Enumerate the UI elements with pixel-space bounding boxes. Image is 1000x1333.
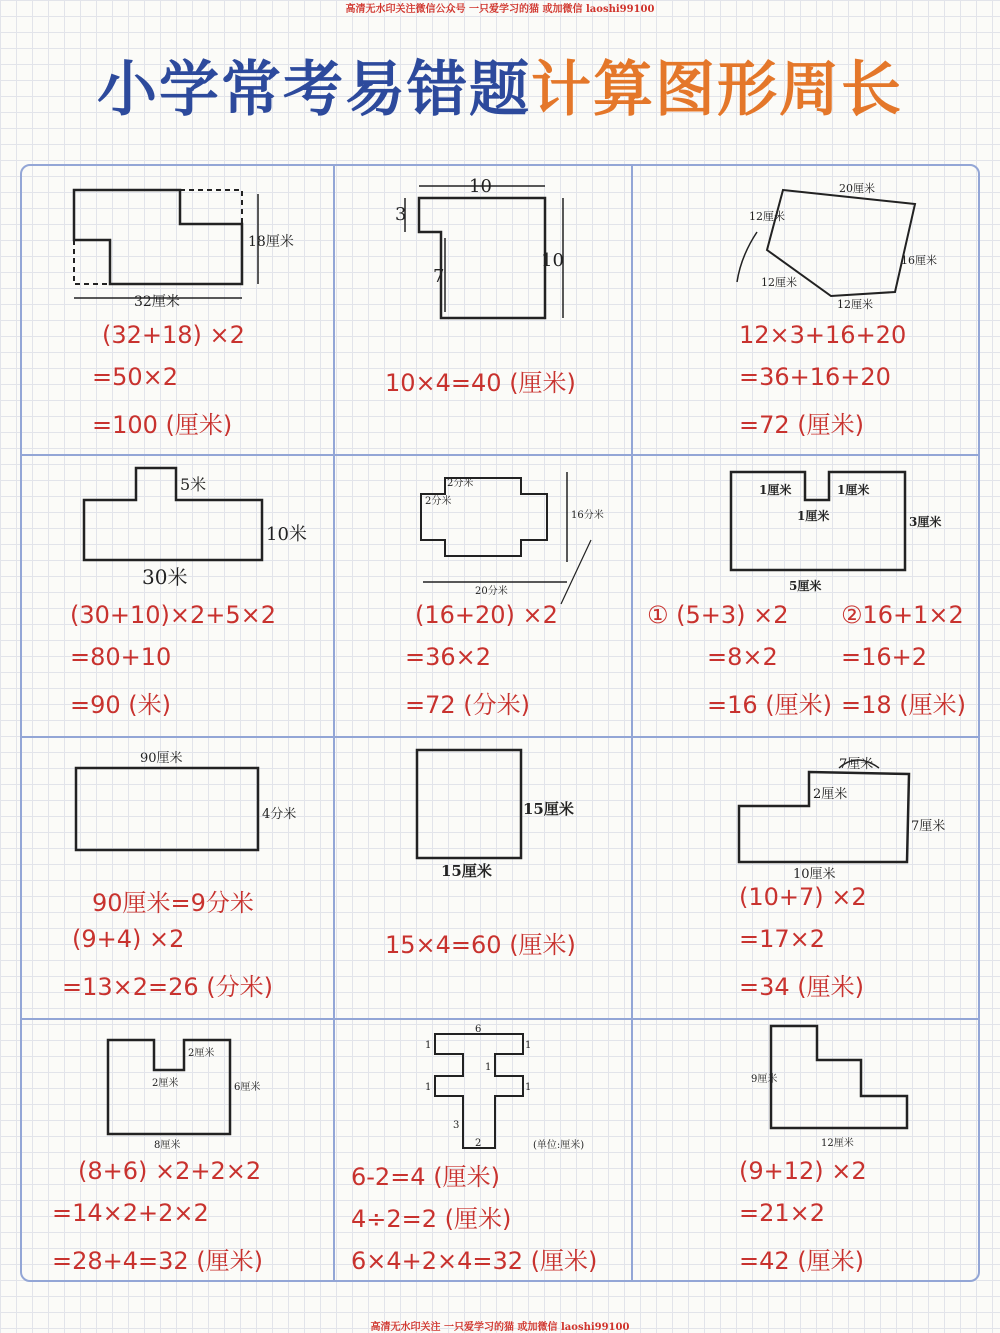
fig11-label-b: 1 [525,1040,532,1051]
fig5-label-a: 2分米 [447,478,474,489]
p9-solution-line-1: (10+7) ×2 [739,883,867,911]
p12-solution-line-2: =21×2 [739,1199,826,1227]
fig6-label-mid: 1厘米 [797,509,830,523]
figure-8 [335,738,631,888]
p11-solution-line-3: 6×4+2×4=32 (厘米) [351,1247,598,1275]
fig11-label-d: 1 [425,1082,432,1093]
fig3-label-right: 16厘米 [901,254,937,267]
p1-solution-line-1: (32+18) ×2 [102,321,245,349]
p7-solution-line-1: 90厘米=9分米 [92,889,254,917]
fig2-label-small: 3 [395,204,407,225]
p2-solution-line-1: 10×4=40 (厘米) [385,369,576,397]
p9-solution-line-3: =34 (厘米) [739,973,865,1001]
p6-solution-b-line-1: ②16+1×2 [841,601,964,629]
problem-5 [335,456,631,736]
p7-solution-line-3: =13×2=26 (分米) [62,973,274,1001]
p10-solution-line-3: =28+4=32 (厘米) [52,1247,264,1275]
fig11-label-g: 2 [475,1138,482,1149]
fig3-label-top: 20厘米 [839,182,875,195]
fig6-label-l: 1厘米 [759,483,792,497]
fig8-label-right: 15厘米 [523,800,574,818]
p10-solution-line-2: =14×2+2×2 [52,1199,209,1227]
fig1-label-side: 18厘米 [248,234,294,250]
fig3-label-lower-left: 12厘米 [761,276,797,289]
fig11-label-c: 1 [485,1062,492,1073]
problem-1 [22,166,333,454]
p5-solution-line-2: =36×2 [405,643,492,671]
title-part-2: 计算图形周长 [531,55,903,125]
watermark-top: 高清无水印关注微信公众号 一只爱学习的猫 或加微信 laoshi99100 [345,4,655,15]
p5-solution-line-3: =72 (分米) [405,691,531,719]
p6-solution-b-line-3: =18 (厘米) [841,691,967,719]
fig6-label-r: 1厘米 [837,483,870,497]
problem-8 [335,738,631,1018]
p3-solution-line-2: =36+16+20 [739,363,891,391]
p11-solution-line-2: 4÷2=2 (厘米) [351,1205,512,1233]
fig12-label-bottom: 12厘米 [821,1138,854,1149]
p4-solution-line-1: (30+10)×2+5×2 [70,601,277,629]
fig1-label-bottom: 32厘米 [134,294,180,310]
fig11-label-e: 1 [525,1082,532,1093]
fig4-label-bump: 5米 [180,475,207,494]
p1-solution-line-3: =100 (厘米) [92,411,233,439]
p10-solution-line-1: (8+6) ×2+2×2 [78,1157,262,1185]
figure-12 [633,1020,980,1160]
watermark-bottom: 高清无水印关注 一只爱学习的猫 或加微信 laoshi99100 [370,1322,630,1333]
p4-solution-line-2: =80+10 [70,643,172,671]
p12-solution-line-3: =42 (厘米) [739,1247,865,1275]
p6-solution-a-line-2: =8×2 [707,643,778,671]
problem-9 [633,738,980,1018]
figure-3 [633,166,980,326]
fig5-label-b: 2分米 [425,496,452,507]
fig12-label-left: 9厘米 [751,1074,778,1085]
fig11-label-f: 3 [453,1120,460,1131]
problem-6 [633,456,980,736]
p3-solution-line-1: 12×3+16+20 [739,321,907,349]
figure-4 [22,456,333,596]
fig10-label-notch-side: 2厘米 [188,1048,215,1059]
fig4-label-right: 10米 [266,524,307,545]
fig11-label-a: 1 [425,1040,432,1051]
problem-11 [335,1020,631,1282]
fig10-label-right: 6厘米 [234,1082,261,1093]
fig7-label-top: 90厘米 [140,751,183,766]
page-title [0,52,1000,128]
fig8-label-bottom: 15厘米 [441,862,492,880]
fig2-label-right: 10 [541,250,564,271]
p6-solution-a-line-1: ① (5+3) ×2 [647,601,789,629]
fig9-label-right: 7厘米 [911,819,946,834]
problem-3 [633,166,980,454]
problem-12 [633,1020,980,1282]
fig2-label-top: 10 [469,176,492,197]
p8-solution-line-1: 15×4=60 (厘米) [385,931,576,959]
fig6-label-bottom: 5厘米 [789,579,822,593]
fig2-label-mid: 7 [433,266,445,287]
figure-6 [633,456,980,606]
fig4-label-bottom: 30米 [142,565,188,589]
figure-10 [22,1020,333,1160]
fig3-label-bottom: 12厘米 [837,298,873,311]
fig7-label-right: 4分米 [262,807,297,822]
figure-11 [335,1020,631,1160]
fig9-label-top: 7厘米 [839,757,874,772]
fig5-label-bottom: 20分米 [475,586,508,597]
p6-solution-b-line-2: =16+2 [841,643,928,671]
problem-2 [335,166,631,454]
fig5-label-right: 16分米 [571,510,604,521]
fig11-label-top: 6 [475,1024,482,1035]
p3-solution-line-3: =72 (厘米) [739,411,865,439]
fig9-label-bottom: 10厘米 [793,867,836,882]
p4-solution-line-3: =90 (米) [70,691,172,719]
figure-7 [22,738,333,868]
fig10-label-notch: 2厘米 [152,1078,179,1089]
p1-solution-line-2: =50×2 [92,363,179,391]
problem-4 [22,456,333,736]
fig11-label-unit: (单位:厘米) [533,1140,585,1151]
problem-grid [20,164,980,1282]
fig10-label-bottom: 8厘米 [154,1140,181,1151]
p12-solution-line-1: (9+12) ×2 [739,1157,867,1185]
problem-7 [22,738,333,1018]
fig3-label-left: 12厘米 [749,210,785,223]
p6-solution-a-line-3: =16 (厘米) [707,691,833,719]
title-part-1: 小学常考易错题 [97,55,531,125]
p11-solution-line-1: 6-2=4 (厘米) [351,1163,500,1191]
p9-solution-line-2: =17×2 [739,925,826,953]
p5-solution-line-1: (16+20) ×2 [415,601,558,629]
figure-9 [633,738,980,888]
p7-solution-line-2: (9+4) ×2 [72,925,185,953]
figure-5 [335,456,631,606]
problem-10 [22,1020,333,1282]
figure-1 [22,166,333,326]
figure-2 [335,166,631,336]
fig9-label-step: 2厘米 [813,787,848,802]
fig6-label-right: 3厘米 [909,515,942,529]
